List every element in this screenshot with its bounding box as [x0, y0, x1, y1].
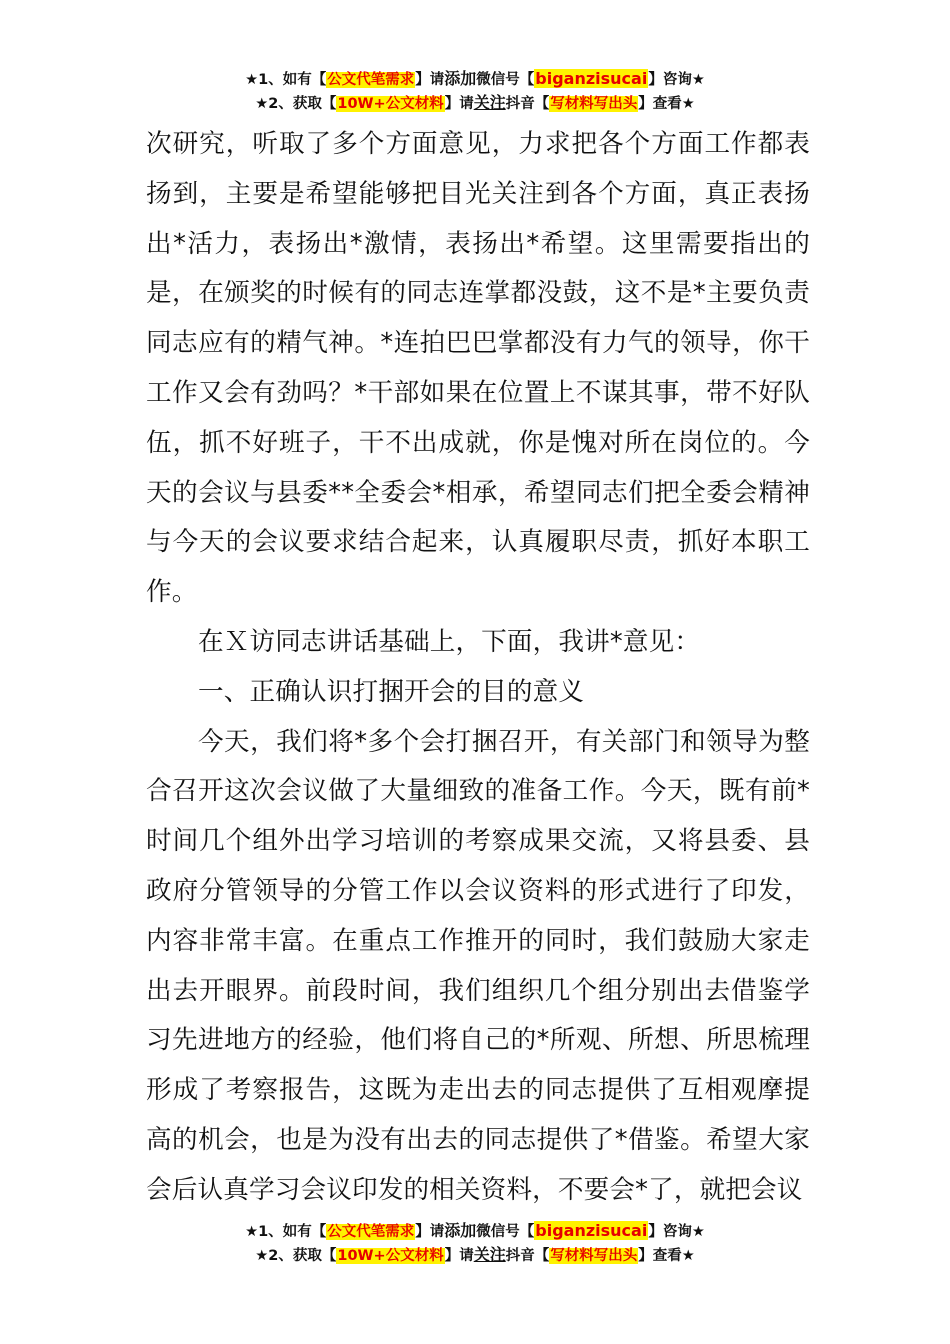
header-banner	[0, 67, 950, 115]
paragraph-1: 次研究，听取了多个方面意见，力求把各个方面工作都表扬到，主要是希望能够把目光关注到各个方面，真正表扬出*活力，表扬出*激情，表扬出*希望。这里需要指出的是，在颁奖的时候有的同志连掌都没鼓，这不是*主要负责同志应有的精气神。*连拍巴巴掌都没有力气的领导，你干工作又会有劲吗？*干部如果在位置上不谋其事，带不好队伍，抓不好班子，干不出成就，你是愧对所在岗位的。今天的会议与县委**全委会*相承，希望同志们把全委会精神与今天的会议要求结合起来，认真履职尽责，抓好本职工作。	[146, 129, 810, 608]
banner-line-2: ★2、获取【10W+公文材料】请关注抖音【写材料写出头】查看★	[255, 1245, 695, 1264]
highlight-ghostwriting: 公文代笔需求	[327, 72, 415, 88]
highlight-douyin: 写材料写出头	[550, 96, 638, 112]
highlight-douyin: 写材料写出头	[550, 1248, 638, 1264]
document-body	[146, 120, 810, 1216]
section-heading-1: 一、正确认识打捆开会的目的意义	[198, 676, 585, 707]
highlight-wechat-id: biganzisucai	[535, 69, 648, 88]
highlight-materials: 10W+公文材料	[337, 1248, 444, 1264]
highlight-ghostwriting: 公文代笔需求	[327, 1224, 415, 1240]
footer-banner	[0, 1219, 950, 1267]
paragraph-3: 今天，我们将*多个会打捆召开，有关部门和领导为整合召开这次会议做了大量细致的准备工作。今天，既有前*时间几个组外出学习培训的考察成果交流，又将县委、县政府分管领导的分管工作以会议资料的形式进行了印发，内容非常丰富。在重点工作推开的同时，我们鼓励大家走出去开眼界。前段时间，我们组织几个组分别出去借鉴学习先进地方的经验，他们将自己的*所观、所想、所思梳理形成了考察报告，这既为走出去的同志提供了互相观摩提高的机会，也是为没有出去的同志提供了*借鉴。希望大家会后认真学习会议印发的相关资料，不要会*了，就把会议	[146, 726, 810, 1205]
paragraph-2: 在Ｘ访同志讲话基础上，下面，我讲*意见：	[198, 626, 701, 657]
highlight-materials: 10W+公文材料	[337, 96, 444, 112]
highlight-wechat-id: biganzisucai	[535, 1221, 648, 1240]
banner-line-1: ★1、如有【公文代笔需求】请添加微信号【biganzisucai】咨询★	[245, 69, 705, 88]
banner-line-1: ★1、如有【公文代笔需求】请添加微信号【biganzisucai】咨询★	[245, 1221, 705, 1240]
banner-line-2: ★2、获取【10W+公文材料】请关注抖音【写材料写出头】查看★	[255, 93, 695, 112]
